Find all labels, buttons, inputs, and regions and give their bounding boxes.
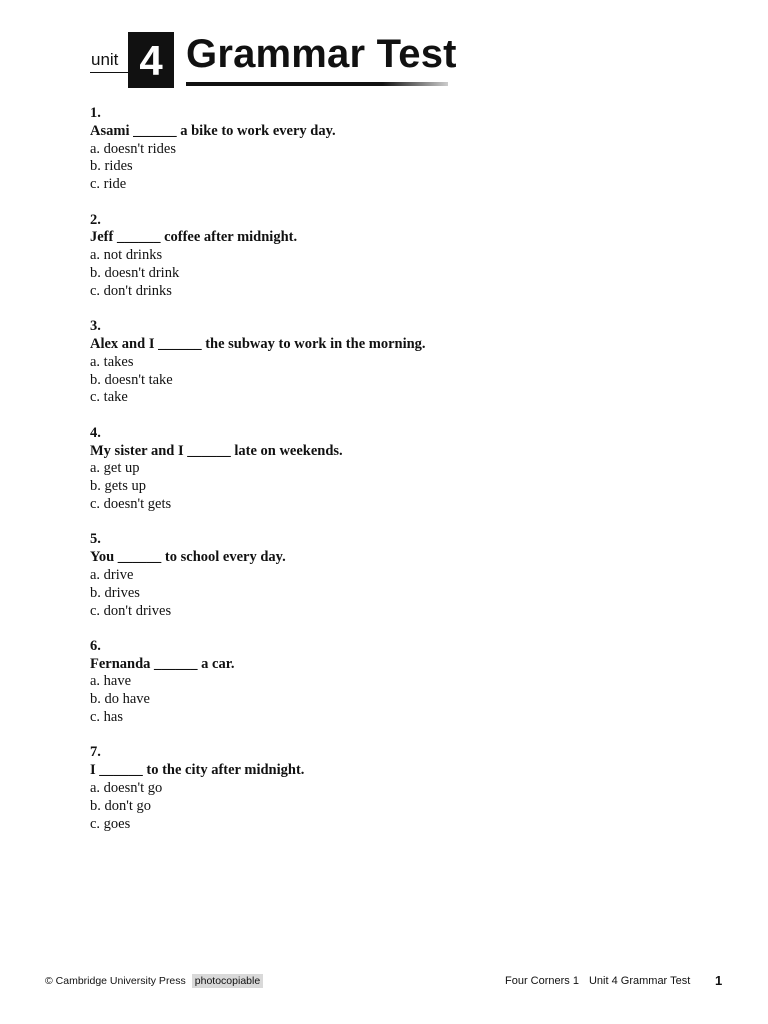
question-number: 6.	[90, 637, 101, 654]
question-1	[90, 105, 690, 194]
footer-book-info	[505, 975, 690, 987]
answer-option: c. take	[90, 389, 128, 406]
answer-option: a. have	[90, 673, 132, 690]
unit-label: unit	[91, 50, 119, 69]
answer-option: c. has	[90, 709, 124, 726]
answer-option: b. gets up	[90, 478, 146, 495]
answer-option: c. goes	[90, 815, 131, 832]
question-stem: Fernanda ______ a car.	[90, 655, 235, 672]
answer-option: b. doesn't take	[90, 371, 173, 388]
question-2	[90, 212, 690, 301]
page-header	[90, 30, 457, 90]
question-number: 5.	[90, 531, 101, 548]
answer-option: a. doesn't rides	[90, 140, 176, 157]
answer-option: b. drives	[90, 584, 140, 601]
answer-option: a. not drinks	[90, 247, 163, 264]
unit-underline	[90, 72, 128, 73]
answer-option: a. get up	[90, 460, 140, 477]
question-stem: Alex and I ______ the subway to work in the morning.	[90, 335, 426, 352]
answer-option: b. doesn't drink	[90, 264, 180, 281]
answer-option: a. takes	[90, 353, 134, 370]
question-stem: I ______ to the city after midnight.	[90, 762, 305, 779]
question-stem: Jeff ______ coffee after midnight.	[90, 229, 298, 246]
answer-option: c. ride	[90, 176, 127, 193]
answer-option: b. don't go	[90, 797, 152, 814]
answer-option: b. do have	[90, 691, 150, 708]
copyright-text: © Cambridge University Press	[45, 975, 186, 987]
test-name: Unit 4 Grammar Test	[588, 975, 691, 987]
question-4	[90, 425, 690, 514]
question-number: 2.	[90, 211, 101, 228]
question-number: 7.	[90, 744, 101, 761]
unit-number-badge: 4	[128, 32, 174, 88]
title-underline	[186, 82, 448, 86]
question-3	[90, 318, 690, 407]
photocopiable-badge: photocopiable	[192, 974, 263, 988]
page-number: 1	[715, 973, 723, 988]
question-list	[90, 105, 690, 851]
question-stem: My sister and I ______ late on weekends.	[90, 442, 343, 459]
question-7	[90, 744, 690, 833]
footer-copyright	[45, 975, 263, 987]
book-title: Four Corners 1	[505, 975, 579, 987]
answer-option: b. rides	[90, 158, 133, 175]
question-number: 3.	[90, 318, 101, 335]
question-number: 1.	[90, 105, 101, 121]
question-stem: Asami ______ a bike to work every day.	[90, 122, 336, 139]
answer-option: c. don't drinks	[90, 282, 172, 299]
question-number: 4.	[90, 424, 101, 441]
question-5	[90, 531, 690, 620]
question-stem: You ______ to school every day.	[90, 549, 286, 566]
answer-option: a. drive	[90, 566, 134, 583]
answer-option: c. doesn't gets	[90, 495, 172, 512]
page-title: Grammar Test	[186, 32, 457, 76]
answer-option: a. doesn't go	[90, 780, 163, 797]
answer-option: c. don't drives	[90, 602, 172, 619]
question-6	[90, 638, 690, 727]
